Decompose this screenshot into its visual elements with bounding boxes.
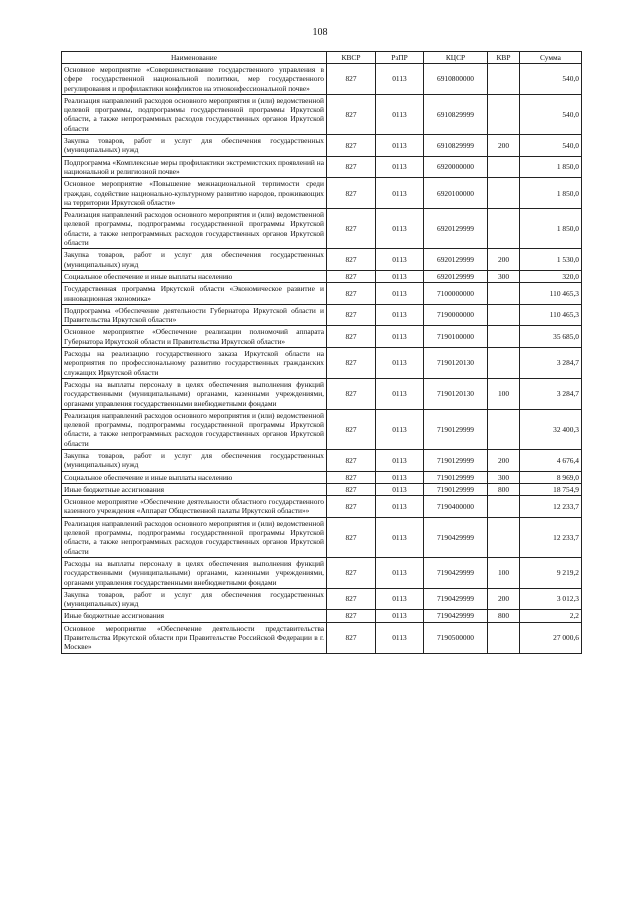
row-kvr: 100 xyxy=(488,557,520,588)
row-name: Иные бюджетные ассигнования xyxy=(62,610,327,622)
page-number: 108 xyxy=(312,27,328,38)
row-kvr: 300 xyxy=(488,270,520,282)
row-kvsr: 827 xyxy=(327,94,376,134)
row-sum: 1 530,0 xyxy=(520,249,582,271)
row-kvsr: 827 xyxy=(327,409,376,449)
table-row xyxy=(62,348,582,379)
row-name: Подпрограмма «Комплексные меры профилактики экстремистских проявлений на национальной и религиозной почве» xyxy=(62,156,327,178)
row-sum: 3 012,3 xyxy=(520,588,582,610)
row-kvr xyxy=(488,156,520,178)
table-row xyxy=(62,622,582,653)
row-kvr xyxy=(488,178,520,209)
row-kvr: 200 xyxy=(488,588,520,610)
row-kvr xyxy=(488,348,520,379)
row-name: Закупка товаров, работ и услуг для обеспечения государственных (муниципальных) нужд xyxy=(62,449,327,471)
row-sum: 540,0 xyxy=(520,94,582,134)
row-name: Расходы на выплаты персоналу в целях обеспечения выполнения функций государственными (муниципальными) органами, казенными учреждениями, органами управления государственными внебюджетными фондами xyxy=(62,557,327,588)
row-kvr xyxy=(488,326,520,348)
header-rzpr: РзПР xyxy=(376,52,424,64)
table-row xyxy=(62,304,582,326)
row-kcsr: 6910829999 xyxy=(424,94,488,134)
row-name: Основное мероприятие «Совершенствование государственного управления в сфере государственной национальной политики, мер государственного регулирования и профилактики конфликтов на этноконфессиональной почве» xyxy=(62,64,327,95)
row-rzpr: 0113 xyxy=(376,304,424,326)
row-kvsr: 827 xyxy=(327,64,376,95)
table-row xyxy=(62,409,582,449)
row-rzpr: 0113 xyxy=(376,378,424,409)
table-header-row xyxy=(62,52,582,64)
row-kvsr: 827 xyxy=(327,471,376,483)
row-kvsr: 827 xyxy=(327,178,376,209)
row-kvr xyxy=(488,283,520,305)
row-sum: 1 850,0 xyxy=(520,178,582,209)
row-kvr xyxy=(488,304,520,326)
row-kvr xyxy=(488,94,520,134)
header-kcsr: КЦСР xyxy=(424,52,488,64)
row-name: Реализация направлений расходов основного мероприятия и (или) ведомственной целевой программы, подпрограммы государственной программы Иркутской области, а также непрограммных расходов государственных органов Иркутской области xyxy=(62,517,327,557)
row-sum: 35 685,0 xyxy=(520,326,582,348)
row-rzpr: 0113 xyxy=(376,283,424,305)
row-kcsr: 7190429999 xyxy=(424,610,488,622)
row-kvr xyxy=(488,209,520,249)
row-kcsr: 6920129999 xyxy=(424,270,488,282)
row-kcsr: 7190120130 xyxy=(424,378,488,409)
table-row xyxy=(62,496,582,518)
row-name: Иные бюджетные ассигнования xyxy=(62,483,327,495)
row-rzpr: 0113 xyxy=(376,622,424,653)
table-row xyxy=(62,178,582,209)
table-row xyxy=(62,135,582,157)
row-kcsr: 7190429999 xyxy=(424,557,488,588)
row-name: Реализация направлений расходов основного мероприятия и (или) ведомственной целевой программы, подпрограммы государственной программы Иркутской области, а также непрограммных расходов государственных органов Иркутской области xyxy=(62,409,327,449)
row-sum: 110 465,3 xyxy=(520,304,582,326)
row-kcsr: 7190129999 xyxy=(424,409,488,449)
row-kvsr: 827 xyxy=(327,610,376,622)
row-kvr: 100 xyxy=(488,378,520,409)
row-sum: 27 000,6 xyxy=(520,622,582,653)
row-sum: 4 676,4 xyxy=(520,449,582,471)
row-sum: 110 465,3 xyxy=(520,283,582,305)
row-rzpr: 0113 xyxy=(376,517,424,557)
row-sum: 8 969,0 xyxy=(520,471,582,483)
row-kvsr: 827 xyxy=(327,156,376,178)
row-kvsr: 827 xyxy=(327,283,376,305)
table-row xyxy=(62,610,582,622)
row-name: Реализация направлений расходов основного мероприятия и (или) ведомственной целевой программы, подпрограммы государственной программы Иркутской области, а также непрограммных расходов государственных органов Иркутской области xyxy=(62,94,327,134)
row-rzpr: 0113 xyxy=(376,94,424,134)
row-rzpr: 0113 xyxy=(376,249,424,271)
row-kvsr: 827 xyxy=(327,449,376,471)
row-name: Расходы на выплаты персоналу в целях обеспечения выполнения функций государственными (муниципальными) органами, казенными учреждениями, органами управления государственными внебюджетными фондами xyxy=(62,378,327,409)
row-rzpr: 0113 xyxy=(376,409,424,449)
row-sum: 3 284,7 xyxy=(520,348,582,379)
header-kvsr: КВСР xyxy=(327,52,376,64)
row-name: Подпрограмма «Обеспечение деятельности Губернатора Иркутской области и Правительства Иркутской области» xyxy=(62,304,327,326)
row-kvr: 200 xyxy=(488,249,520,271)
table-row xyxy=(62,209,582,249)
row-sum: 3 284,7 xyxy=(520,378,582,409)
row-rzpr: 0113 xyxy=(376,483,424,495)
row-kvr: 800 xyxy=(488,610,520,622)
row-kvsr: 827 xyxy=(327,622,376,653)
row-rzpr: 0113 xyxy=(376,557,424,588)
row-sum: 1 850,0 xyxy=(520,209,582,249)
budget-table xyxy=(61,51,582,654)
row-kvsr: 827 xyxy=(327,588,376,610)
row-sum: 9 219,2 xyxy=(520,557,582,588)
row-kvr xyxy=(488,409,520,449)
row-name: Государственная программа Иркутской области «Экономическое развитие и инновационная экономика» xyxy=(62,283,327,305)
row-kvsr: 827 xyxy=(327,326,376,348)
table-row xyxy=(62,326,582,348)
row-rzpr: 0113 xyxy=(376,64,424,95)
row-sum: 1 850,0 xyxy=(520,156,582,178)
table-row xyxy=(62,94,582,134)
row-kvr: 200 xyxy=(488,449,520,471)
row-sum: 12 233,7 xyxy=(520,517,582,557)
table-row xyxy=(62,283,582,305)
row-kvr: 300 xyxy=(488,471,520,483)
row-name: Социальное обеспечение и иные выплаты населению xyxy=(62,270,327,282)
row-kcsr: 7190400000 xyxy=(424,496,488,518)
row-name: Основное мероприятие «Обеспечение деятельности областного государственного казенного учреждения «Аппарат Общественной палаты Иркутской области»» xyxy=(62,496,327,518)
row-kvsr: 827 xyxy=(327,517,376,557)
row-kvsr: 827 xyxy=(327,209,376,249)
row-kvsr: 827 xyxy=(327,496,376,518)
row-sum: 540,0 xyxy=(520,135,582,157)
row-kcsr: 6920100000 xyxy=(424,178,488,209)
row-rzpr: 0113 xyxy=(376,326,424,348)
row-kcsr: 7190129999 xyxy=(424,449,488,471)
row-rzpr: 0113 xyxy=(376,156,424,178)
row-kcsr: 7190129999 xyxy=(424,483,488,495)
table-row xyxy=(62,449,582,471)
row-name: Реализация направлений расходов основного мероприятия и (или) ведомственной целевой программы, подпрограммы государственной программы Иркутской области, а также непрограммных расходов государственных органов Иркутской области xyxy=(62,209,327,249)
row-kcsr: 6920129999 xyxy=(424,209,488,249)
row-kvsr: 827 xyxy=(327,249,376,271)
row-name: Расходы на реализацию государственного заказа Иркутской области на мероприятия по профессиональному развитию государственных гражданских служащих Иркутской области xyxy=(62,348,327,379)
header-kvr: КВР xyxy=(488,52,520,64)
row-kvsr: 827 xyxy=(327,304,376,326)
row-rzpr: 0113 xyxy=(376,270,424,282)
row-kcsr: 7190500000 xyxy=(424,622,488,653)
row-sum: 2,2 xyxy=(520,610,582,622)
row-sum: 320,0 xyxy=(520,270,582,282)
table-row xyxy=(62,270,582,282)
header-sum: Сумма xyxy=(520,52,582,64)
row-kvsr: 827 xyxy=(327,378,376,409)
row-sum: 540,0 xyxy=(520,64,582,95)
row-rzpr: 0113 xyxy=(376,209,424,249)
row-kvsr: 827 xyxy=(327,348,376,379)
row-kvsr: 827 xyxy=(327,270,376,282)
row-kcsr: 7100000000 xyxy=(424,283,488,305)
row-kvsr: 827 xyxy=(327,135,376,157)
row-kvr xyxy=(488,622,520,653)
row-kcsr: 6920129999 xyxy=(424,249,488,271)
row-kvr xyxy=(488,64,520,95)
table-row xyxy=(62,471,582,483)
row-rzpr: 0113 xyxy=(376,610,424,622)
row-kcsr: 7190000000 xyxy=(424,304,488,326)
row-kcsr: 7190429999 xyxy=(424,588,488,610)
row-rzpr: 0113 xyxy=(376,178,424,209)
table-row xyxy=(62,483,582,495)
row-kvr xyxy=(488,496,520,518)
row-rzpr: 0113 xyxy=(376,449,424,471)
row-kvr: 200 xyxy=(488,135,520,157)
header-name: Наименование xyxy=(62,52,327,64)
table-row xyxy=(62,378,582,409)
row-sum: 18 754,9 xyxy=(520,483,582,495)
table-row xyxy=(62,517,582,557)
row-name: Закупка товаров, работ и услуг для обеспечения государственных (муниципальных) нужд xyxy=(62,588,327,610)
table-row xyxy=(62,557,582,588)
table-row xyxy=(62,249,582,271)
table-row xyxy=(62,588,582,610)
row-kvr: 800 xyxy=(488,483,520,495)
row-rzpr: 0113 xyxy=(376,471,424,483)
row-rzpr: 0113 xyxy=(376,135,424,157)
row-name: Основное мероприятие «Обеспечение реализации полномочий аппарата Губернатора Иркутской области и Правительства Иркутской области» xyxy=(62,326,327,348)
row-name: Закупка товаров, работ и услуг для обеспечения государственных (муниципальных) нужд xyxy=(62,135,327,157)
row-kcsr: 6920000000 xyxy=(424,156,488,178)
row-kcsr: 7190129999 xyxy=(424,471,488,483)
row-kvsr: 827 xyxy=(327,557,376,588)
row-kvsr: 827 xyxy=(327,483,376,495)
row-kcsr: 6910829999 xyxy=(424,135,488,157)
row-kcsr: 6910800000 xyxy=(424,64,488,95)
row-name: Основное мероприятие «Обеспечение деятельности представительства Правительства Иркутской области при Правительстве Российской Федерации в г. Москве» xyxy=(62,622,327,653)
row-name: Социальное обеспечение и иные выплаты населению xyxy=(62,471,327,483)
row-kcsr: 7190100000 xyxy=(424,326,488,348)
table-row xyxy=(62,156,582,178)
row-rzpr: 0113 xyxy=(376,496,424,518)
row-kvr xyxy=(488,517,520,557)
row-sum: 32 400,3 xyxy=(520,409,582,449)
row-sum: 12 233,7 xyxy=(520,496,582,518)
row-name: Основное мероприятие «Повышение межнациональной терпимости среди граждан, содействие национально-культурному развитию народов, проживающих на территории Иркутской области» xyxy=(62,178,327,209)
row-kcsr: 7190120130 xyxy=(424,348,488,379)
row-rzpr: 0113 xyxy=(376,588,424,610)
row-rzpr: 0113 xyxy=(376,348,424,379)
table-row xyxy=(62,64,582,95)
row-name: Закупка товаров, работ и услуг для обеспечения государственных (муниципальных) нужд xyxy=(62,249,327,271)
row-kcsr: 7190429999 xyxy=(424,517,488,557)
